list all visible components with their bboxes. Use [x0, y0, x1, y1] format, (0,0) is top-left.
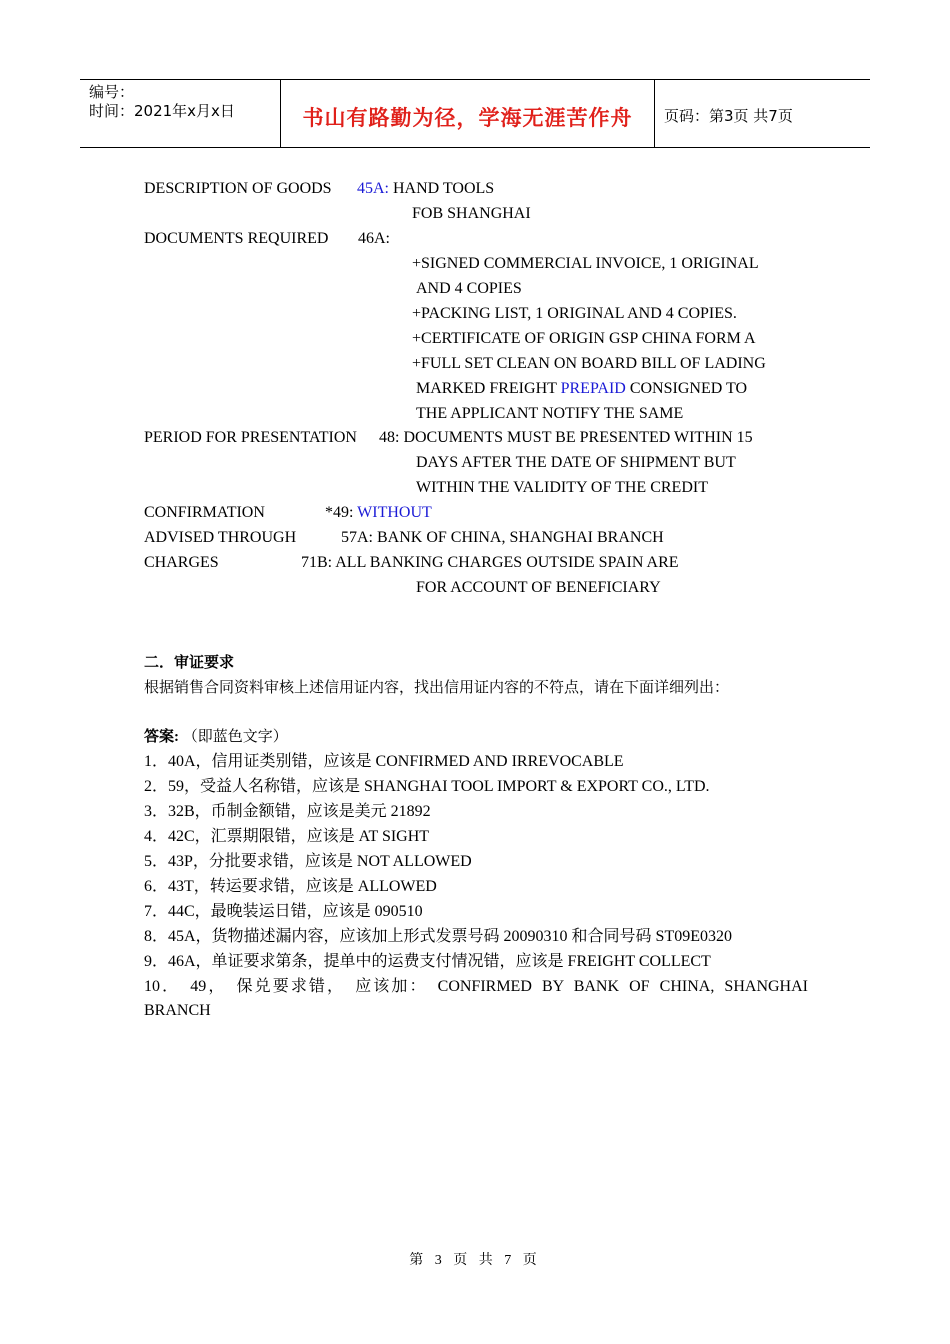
- marked-suffix: CONSIGNED TO: [625, 380, 748, 397]
- document-item: AND 4 COPIES: [416, 280, 522, 297]
- answer-item: 6．43T，转运要求错，应该是 ALLOWED: [144, 878, 437, 895]
- document-item-marked: [416, 379, 747, 399]
- goods-value2: FOB SHANGHAI: [412, 205, 531, 222]
- documents-code: 46A:: [358, 230, 390, 247]
- time-label: 时间：2021年x月x日: [89, 102, 235, 120]
- presentation-text: WITHIN THE VALIDITY OF THE CREDIT: [416, 479, 708, 496]
- answer-item: 10． 49， 保兑要求错， 应该加： CONFIRMED BY BANK OF CHINA, SHANGHAI: [144, 978, 808, 995]
- document-item: +PACKING LIST, 1 ORIGINAL AND 4 COPIES.: [412, 305, 737, 322]
- advised-label: ADVISED THROUGH: [144, 529, 297, 546]
- answers-note: （即蓝色文字）: [179, 729, 288, 745]
- document-item: THE APPLICANT NOTIFY THE SAME: [416, 405, 684, 422]
- marked-prefix: MARKED FREIGHT: [416, 380, 561, 397]
- header-motto: 书山有路勤为径，学海无涯苦作舟: [302, 106, 633, 130]
- answer-item: 7．44C，最晚装运日错，应该是 090510: [144, 903, 423, 920]
- goods-label: DESCRIPTION OF GOODS: [144, 180, 332, 197]
- answer-item-continued: BRANCH: [144, 1002, 211, 1019]
- confirmation-label: CONFIRMATION: [144, 504, 265, 521]
- answers-label: 答案:: [144, 729, 179, 745]
- number-label: 编号：: [89, 83, 135, 101]
- presentation-text: 48: DOCUMENTS MUST BE PRESENTED WITHIN 15: [379, 429, 753, 446]
- answer-item: 8．45A，货物描述漏内容，应该加上形式发票号码 20090310 和合同号码 ST09E0320: [144, 928, 733, 945]
- charges-label: CHARGES: [144, 554, 219, 571]
- answer-item: 9．46A，单证要求第条，提单中的运费支付情况错，应该是 FREIGHT COLLECT: [144, 953, 711, 970]
- page-footer: 第 3 页 共 7 页: [409, 1253, 541, 1268]
- document-item: +CERTIFICATE OF ORIGIN GSP CHINA FORM A: [412, 330, 756, 347]
- documents-label: DOCUMENTS REQUIRED: [144, 230, 329, 247]
- presentation-text: DAYS AFTER THE DATE OF SHIPMENT BUT: [416, 454, 736, 471]
- header-info: [89, 83, 235, 121]
- answer-item: 4．42C，汇票期限错，应该是 AT SIGHT: [144, 828, 430, 845]
- answers-heading: [144, 727, 288, 747]
- goods-value: HAND TOOLS: [389, 180, 495, 197]
- header-divider: [654, 80, 655, 147]
- section-instruction: 根据销售合同资料审核上述信用证内容，找出信用证内容的不符点，请在下面详细列出：: [144, 680, 730, 696]
- goods-row: [357, 179, 494, 199]
- answer-item: 1．40A，信用证类别错，应该是 CONFIRMED AND IRREVOCABLE: [144, 753, 624, 770]
- header-page-label: 页码：第3页 共7页: [664, 107, 793, 125]
- confirmation-code: *49:: [325, 504, 358, 521]
- answer-item: 2．59，受益人名称错，应该是 SHANGHAI TOOL IMPORT & EXPORT CO., LTD.: [144, 778, 710, 795]
- section-title: 二．审证要求: [144, 655, 235, 671]
- advised-text: 57A: BANK OF CHINA, SHANGHAI BRANCH: [341, 529, 664, 546]
- document-item: +SIGNED COMMERCIAL INVOICE, 1 ORIGINAL: [412, 255, 759, 272]
- document-item: +FULL SET CLEAN ON BOARD BILL OF LADING: [412, 355, 766, 372]
- answer-item: 3．32B，币制金额错，应该是美元 21892: [144, 803, 431, 820]
- charges-text: FOR ACCOUNT OF BENEFICIARY: [416, 579, 661, 596]
- presentation-label: PERIOD FOR PRESENTATION: [144, 429, 357, 446]
- confirmation-value: WITHOUT: [357, 504, 432, 521]
- confirmation-row: [325, 503, 432, 523]
- marked-highlight: PREPAID: [560, 380, 626, 397]
- goods-code: 45A:: [357, 180, 389, 197]
- answer-item: 5．43P，分批要求错，应该是 NOT ALLOWED: [144, 853, 472, 870]
- page-header: [80, 79, 870, 148]
- charges-text: 71B: ALL BANKING CHARGES OUTSIDE SPAIN ARE: [301, 554, 679, 571]
